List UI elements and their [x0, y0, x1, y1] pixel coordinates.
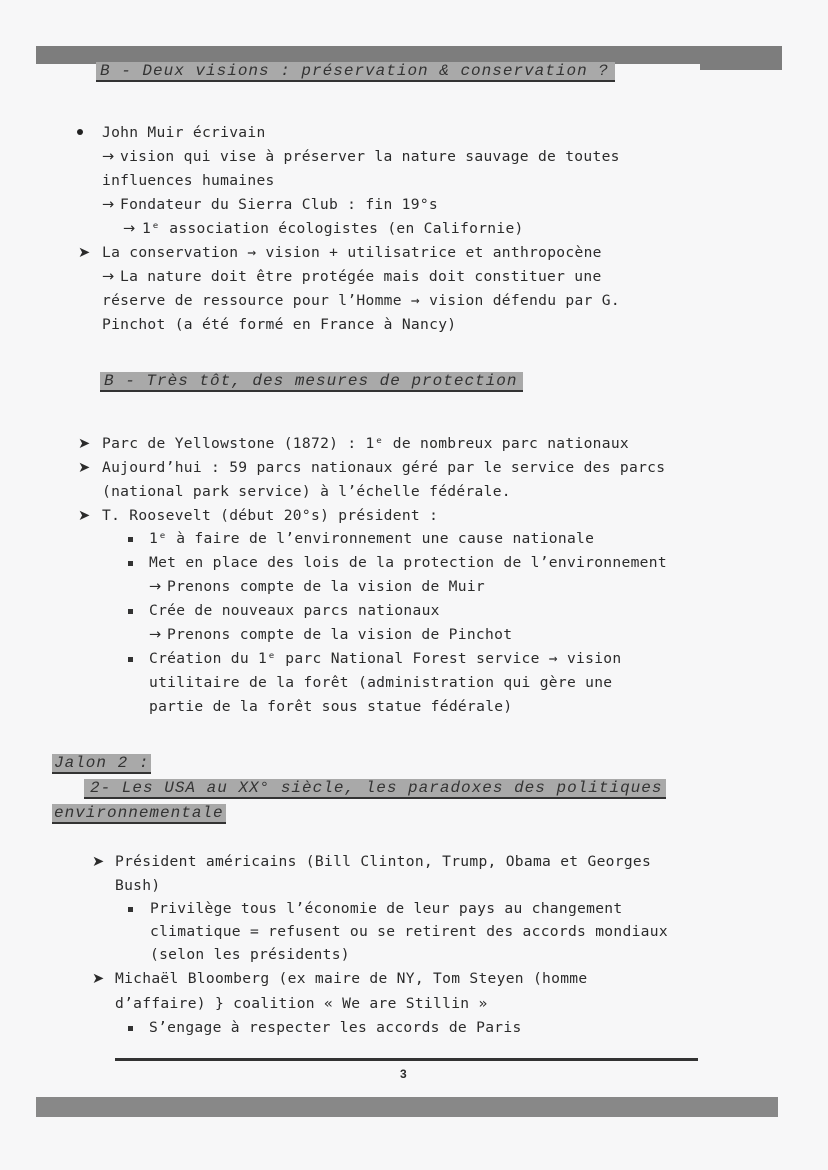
list-item: Aujourd’hui : 59 parcs nationaux géré par le service des parcs [102, 459, 666, 476]
list-item: réserve de ressource pour l’Homme → vision défendu par G. [102, 292, 620, 309]
top-scan-band-edge [700, 64, 782, 70]
arrow-right-icon: → [149, 578, 162, 595]
section-heading-deux-visions: B - Deux visions : préservation & conservation ? [96, 62, 615, 82]
list-item: Prenons compte de la vision de Pinchot [167, 626, 513, 643]
arrow-bullet-icon: ➤ [78, 459, 91, 476]
square-bullet-icon [128, 561, 133, 566]
list-item: Création du 1ᵉ parc National Forest service → vision [149, 650, 622, 667]
list-item: Met en place des lois de la protection de l’environnement [149, 554, 667, 571]
list-item: Crée de nouveaux parcs nationaux [149, 602, 440, 619]
list-item: d’affaire) } coalition « We are Stillin » [115, 995, 488, 1012]
section-heading-mesures-protection: B - Très tôt, des mesures de protection [100, 372, 523, 392]
arrow-right-icon: → [102, 148, 115, 165]
list-item: S’engage à respecter les accords de Paris [149, 1019, 522, 1036]
jalon-title-line1: 2- Les USA au XX° siècle, les paradoxes des politiques [84, 779, 666, 799]
list-item: La nature doit être protégée mais doit constituer une [120, 268, 602, 285]
list-item: vision qui vise à préserver la nature sauvage de toutes [120, 148, 620, 165]
list-item: T. Roosevelt (début 20°s) président : [102, 507, 439, 524]
arrow-bullet-icon: ➤ [78, 435, 91, 452]
arrow-bullet-icon: ➤ [92, 970, 105, 987]
list-item: climatique = refusent ou se retirent des accords mondiaux [150, 923, 668, 940]
bullet-dot [77, 129, 83, 135]
list-item: Fondateur du Sierra Club : fin 19°s [120, 196, 439, 213]
arrow-right-icon: → [123, 220, 136, 237]
list-item: John Muir écrivain [102, 124, 266, 141]
list-item: (selon les présidents) [150, 946, 350, 963]
square-bullet-icon [128, 907, 133, 912]
list-item: Pinchot (a été formé en France à Nancy) [102, 316, 457, 333]
list-item: Privilège tous l’économie de leur pays au changement [150, 900, 623, 917]
page-number: 3 [400, 1067, 407, 1081]
arrow-right-icon: → [149, 626, 162, 643]
arrow-bullet-icon: ➤ [78, 244, 91, 261]
list-item: La conservation → vision + utilisatrice et anthropocène [102, 244, 602, 261]
list-item: Bush) [115, 877, 161, 894]
square-bullet-icon [128, 537, 133, 542]
arrow-right-icon: → [102, 268, 115, 285]
arrow-bullet-icon: ➤ [92, 853, 105, 870]
list-item: 1ᵉ à faire de l’environnement une cause nationale [149, 530, 595, 547]
list-item: utilitaire de la forêt (administration qui gère une [149, 674, 613, 691]
list-item: Prenons compte de la vision de Muir [167, 578, 486, 595]
square-bullet-icon [128, 657, 133, 662]
square-bullet-icon [128, 609, 133, 614]
list-item: Michaël Bloomberg (ex maire de NY, Tom Steyen (homme [115, 970, 588, 987]
jalon-label: Jalon 2 : [54, 754, 150, 772]
list-item: (national park service) à l’échelle fédérale. [102, 483, 511, 500]
list-item: Parc de Yellowstone (1872) : 1ᵉ de nombreux parc nationaux [102, 435, 629, 452]
jalon-title-line2: environnementale [54, 804, 224, 822]
list-item: 1ᵉ association écologistes (en Californie) [142, 220, 524, 237]
footer-rule [115, 1058, 698, 1061]
bottom-scan-band [36, 1097, 778, 1117]
arrow-right-icon: → [102, 196, 115, 213]
list-item: Président américains (Bill Clinton, Trump, Obama et Georges [115, 853, 652, 870]
arrow-bullet-icon: ➤ [78, 507, 91, 524]
list-item: partie de la forêt sous statue fédérale) [149, 698, 513, 715]
square-bullet-icon [128, 1026, 133, 1031]
list-item: influences humaines [102, 172, 275, 189]
